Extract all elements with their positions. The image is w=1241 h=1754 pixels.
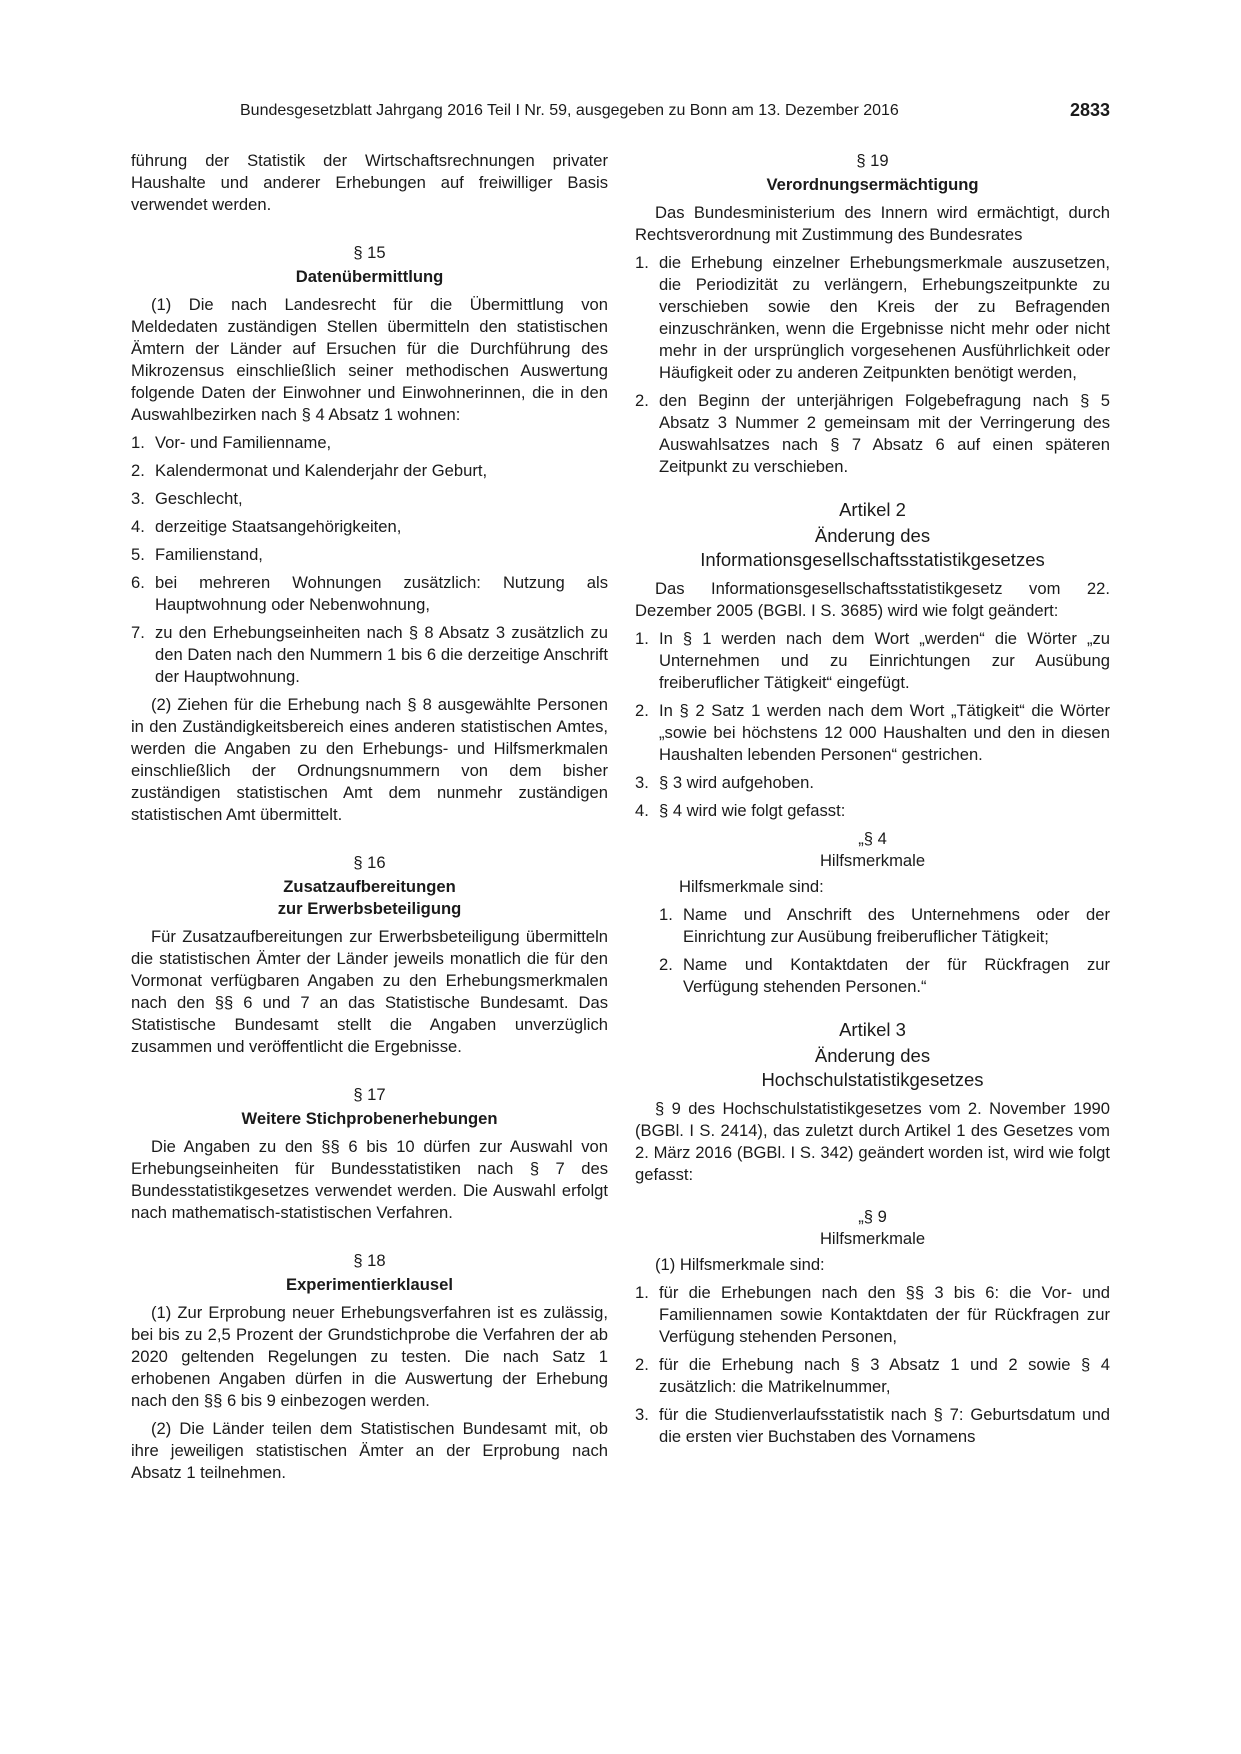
- right-column: [635, 150, 1110, 1454]
- list-item: 2. für die Erhebung nach § 3 Absatz 1 und 2 sowie § 4 zusätzlich: die Matrikelnummer,: [635, 1355, 1110, 1396]
- article-2-quoted-intro: Hilfsmerkmale sind:: [679, 877, 824, 896]
- article-2-quoted-list: [635, 904, 1110, 998]
- article-3-title-line-2: Hochschulstatistikgesetzes: [761, 1069, 984, 1090]
- list-item: 3. § 3 wird aufgehoben.: [635, 773, 814, 792]
- list-item: 1. In § 1 werden nach dem Wort „werden“ die Wörter „zu Unternehmen und zu Einrichtungen zur Ausübung freiberuflicher Tätigkeit“ eingefügt.: [635, 629, 1110, 692]
- section-17-title: Weitere Stichprobenerhebungen: [241, 1109, 498, 1128]
- section-16-number: § 16: [353, 853, 386, 872]
- continuation-paragraph: führung der Statistik der Wirtschaftsrechnungen privater Haushalte und anderer Erhebungen auf freiwilliger Basis verwendet werden.: [131, 151, 608, 214]
- list-item: 4. derzeitige Staatsangehörigkeiten,: [131, 517, 402, 536]
- list-item: 2. den Beginn der unterjährigen Folgebefragung nach § 5 Absatz 3 Nummer 2 gemeinsam mit der Verringerung des Auswahlsatzes nach § 7 Absatz 6 auf einen späteren Zeitpunkt zu verschieben.: [635, 391, 1110, 476]
- article-2-paragraph: Das Informationsgesellschaftsstatistikgesetz vom 22. Dezember 2005 (BGBl. I S. 3685) wird wie folgt geändert:: [635, 579, 1110, 620]
- section-16-title-line-1: Zusatzaufbereitungen: [283, 877, 456, 896]
- section-19-list: [635, 252, 1110, 478]
- list-item: 2. Kalendermonat und Kalenderjahr der Geburt,: [131, 461, 488, 480]
- article-3-quoted-section-title: Hilfsmerkmale: [819, 1229, 926, 1248]
- section-15-paragraph-1: (1) Die nach Landesrecht für die Übermittlung von Meldedaten zuständigen Stellen übermitteln den statistischen Ämtern der Länder auf Ersuchen für die Durchführung des Mikrozensus einschließlich seiner methodischen Auswertung folgende Daten der Einwohner und Einwohnerinnen, die in den Auswahlbezirken nach § 4 Absatz 1 wohnen:: [131, 295, 608, 424]
- article-2-number: Artikel 2: [839, 499, 906, 520]
- article-3-quoted-section-number: „§ 9: [858, 1207, 887, 1226]
- section-16-paragraph: Für Zusatzaufbereitungen zur Erwerbsbeteiligung übermitteln die statistischen Ämter der Länder jeweils monatlich die für den Vormonat verfügbaren Angaben zu den Erhebungsmerkmalen nach den §§ 6 und 7 an das Statistische Bundesamt. Das Statistische Bundesamt stellt die Angaben unverzüglich zusammen und veröffentlicht die Ergebnisse.: [131, 927, 608, 1056]
- list-item: 1. Vor- und Familienname,: [131, 433, 332, 452]
- article-3-paragraph: § 9 des Hochschulstatistikgesetzes vom 2. November 1990 (BGBl. I S. 2414), das zuletzt durch Artikel 1 des Gesetzes vom 2. März 2016 (BGBl. I S. 342) geändert worden ist, wird wie folgt gefasst:: [635, 1099, 1110, 1184]
- article-3-list: [635, 1282, 1110, 1448]
- article-3-title-line-1: Änderung des: [814, 1045, 931, 1066]
- list-item: 5. Familienstand,: [131, 545, 263, 564]
- article-2-quoted-section-number: „§ 4: [858, 829, 887, 848]
- gazette-reference: Bundesgesetzblatt Jahrgang 2016 Teil I Nr. 59, ausgegeben zu Bonn am 13. Dezember 2016: [240, 102, 899, 119]
- list-item: 7. zu den Erhebungseinheiten nach § 8 Absatz 3 zusätzlich zu den Daten nach den Nummern 1 bis 6 die derzeitige Anschrift der Hauptwohnung.: [131, 623, 608, 686]
- list-item: 1. die Erhebung einzelner Erhebungsmerkmale auszusetzen, die Periodizität zu verlängern, Erhebungszeitpunkte zu verschieben sowie den Kreis der zu Befragenden einzuschränken, wenn die Ergebnisse nicht mehr oder nicht mehr in der ursprünglich vorgesehenen Ausführlichkeit oder Häufigkeit oder zu anderen Zeitpunkten benötigt werden,: [635, 253, 1110, 382]
- section-17-number: § 17: [353, 1085, 386, 1104]
- section-15-paragraph-2: (2) Ziehen für die Erhebung nach § 8 ausgewählte Personen in den Zuständigkeitsbereich eines anderen statistischen Amtes, werden die Angaben zu den Erhebungs- und Hilfsmerkmalen einschließlich der Ordnungsnummern von dem bisher zuständigen statistischen Amt dem nunmehr zuständigen statistischen Amt übermittelt.: [131, 695, 608, 824]
- article-2-title-line-2: Informationsgesellschaftsstatistikgesetzes: [700, 549, 1045, 570]
- section-15-list: [131, 432, 608, 688]
- list-item: 2. Name und Kontaktdaten der für Rückfragen zur Verfügung stehenden Personen.“: [659, 955, 1110, 996]
- section-18-paragraph-2: (2) Die Länder teilen dem Statistischen Bundesamt mit, ob ihre jeweiligen statistischen Ämter an der Erprobung nach Absatz 1 teilnehmen.: [131, 1419, 608, 1482]
- section-16-title-line-2: zur Erwerbsbeteiligung: [277, 899, 462, 918]
- page-number: 2833: [1069, 100, 1110, 120]
- section-18-number: § 18: [353, 1251, 386, 1270]
- section-15-title: Datenübermittlung: [295, 267, 444, 286]
- article-2-title-line-1: Änderung des: [814, 525, 931, 546]
- section-17-paragraph: Die Angaben zu den §§ 6 bis 10 dürfen zur Auswahl von Erhebungseinheiten für Bundesstatistiken nach § 7 des Bundesstatistikgesetzes verwendet werden. Die Auswahl erfolgt nach mathematisch-statistischen Verfahren.: [131, 1137, 608, 1222]
- section-18-paragraph-1: (1) Zur Erprobung neuer Erhebungsverfahren ist es zulässig, bei bis zu 2,5 Prozent der Grundstichprobe die Verfahren der ab 2020 geltenden Regelungen zu testen. Die nach Satz 1 erhobenen Angaben dürfen in die Auswertung der Erhebung nach den §§ 6 bis 9 einbezogen werden.: [131, 1303, 608, 1410]
- article-3-number: Artikel 3: [839, 1019, 906, 1040]
- list-item: 6. bei mehreren Wohnungen zusätzlich: Nutzung als Hauptwohnung oder Nebenwohnung,: [131, 573, 608, 614]
- section-19-title: Verordnungsermächtigung: [766, 175, 979, 194]
- list-item: 1. für die Erhebungen nach den §§ 3 bis 6: die Vor- und Familiennamen sowie Kontaktdaten der für Rückfragen zur Verfügung stehenden Personen,: [635, 1283, 1110, 1346]
- list-item: 2. In § 2 Satz 1 werden nach dem Wort „Tätigkeit“ die Wörter „sowie bei höchstens 12 000 Haushalten und den in diesen Haushalten lebenden Personen“ gestrichen.: [635, 701, 1110, 764]
- list-item: 4. § 4 wird wie folgt gefasst:: [635, 801, 846, 820]
- section-18-title: Experimentierklausel: [286, 1275, 453, 1294]
- left-column: [131, 150, 608, 1490]
- section-19-number: § 19: [856, 151, 889, 170]
- list-item: 3. Geschlecht,: [131, 489, 243, 508]
- article-2-quoted-section-title: Hilfsmerkmale: [819, 851, 926, 870]
- list-item: 1. Name und Anschrift des Unternehmens oder der Einrichtung zur Ausübung freiberuflicher Tätigkeit;: [659, 905, 1110, 946]
- list-item: 3. für die Studienverlaufsstatistik nach § 7: Geburtsdatum und die ersten vier Buchstaben des Vornamens: [635, 1405, 1110, 1446]
- section-15-number: § 15: [353, 243, 386, 262]
- article-3-quoted-intro: (1) Hilfsmerkmale sind:: [655, 1255, 825, 1274]
- article-2-list: [635, 628, 1110, 822]
- section-19-paragraph: Das Bundesministerium des Innern wird ermächtigt, durch Rechtsverordnung mit Zustimmung des Bundesrates: [635, 203, 1110, 244]
